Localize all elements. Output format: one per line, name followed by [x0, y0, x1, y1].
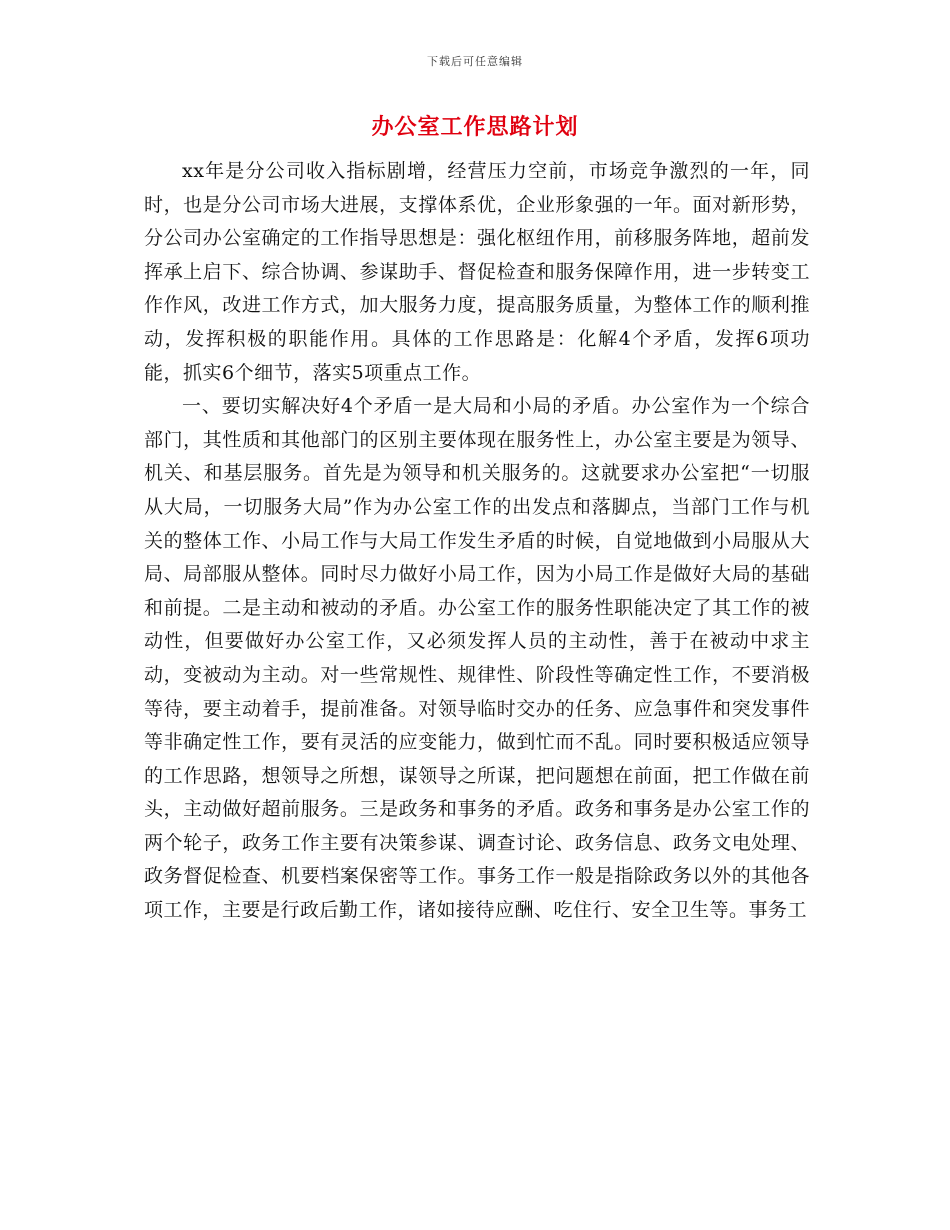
- document-body: [144, 155, 810, 928]
- paragraph-intro: xx年是分公司收入指标剧增，经营压力空前，市场竞争激烈的一年，同时，也是分公司市场大进展，支撑体系优，企业形象强的一年。面对新形势，分公司办公室确定的工作指导思想是：强化枢纽作用，前移服务阵地，超前发挥承上启下、综合协调、参谋助手、督促检查和服务保障作用，进一步转变工作作风，改进工作方式，加大服务力度，提高服务质量，为整体工作的顺利推动，发挥积极的职能作用。具体的工作思路是：化解4个矛盾，发挥6项功能，抓实6个细节，落实5项重点工作。: [144, 160, 810, 384]
- paragraph-section-one: 一、要切实解决好4个矛盾一是大局和小局的矛盾。办公室作为一个综合部门，其性质和其他部门的区别主要体现在服务性上，办公室主要是为领导、机关、和基层服务。首先是为领导和机关服务的。这就要求办公室把“一切服从大局，一切服务大局”作为办公室工作的出发点和落脚点，当部门工作与机关的整体工作、小局工作与大局工作发生矛盾的时候，自觉地做到小局服从大局、局部服从整体。同时尽力做好小局工作，因为小局工作是做好大局的基础和前提。二是主动和被动的矛盾。办公室工作的服务性职能决定了其工作的被动性，但要做好办公室工作，又必须发挥人员的主动性，善于在被动中求主动，变被动为主动。对一些常规性、规律性、阶段性等确定性工作，不要消极等待，要主动着手，提前准备。对领导临时交办的任务、应急事件和突发事件等非确定性工作，要有灵活的应变能力，做到忙而不乱。同时要积极适应领导的工作思路，想领导之所想，谋领导之所谋，把问题想在前面，把工作做在前头，主动做好超前服务。三是政务和事务的矛盾。政务和事务是办公室工作的两个轮子，政务工作主要有决策参谋、调查讨论、政务信息、政务文电处理、政务督促检查、机要档案保密等工作。事务工作一般是指除政务以外的其他各项工作，主要是行政后勤工作，诸如接待应酬、吃住行、安全卫生等。事务工: [144, 395, 810, 922]
- header-note: 下载后可任意编辑: [427, 55, 523, 68]
- document-title: 办公室工作思路计划: [371, 114, 579, 140]
